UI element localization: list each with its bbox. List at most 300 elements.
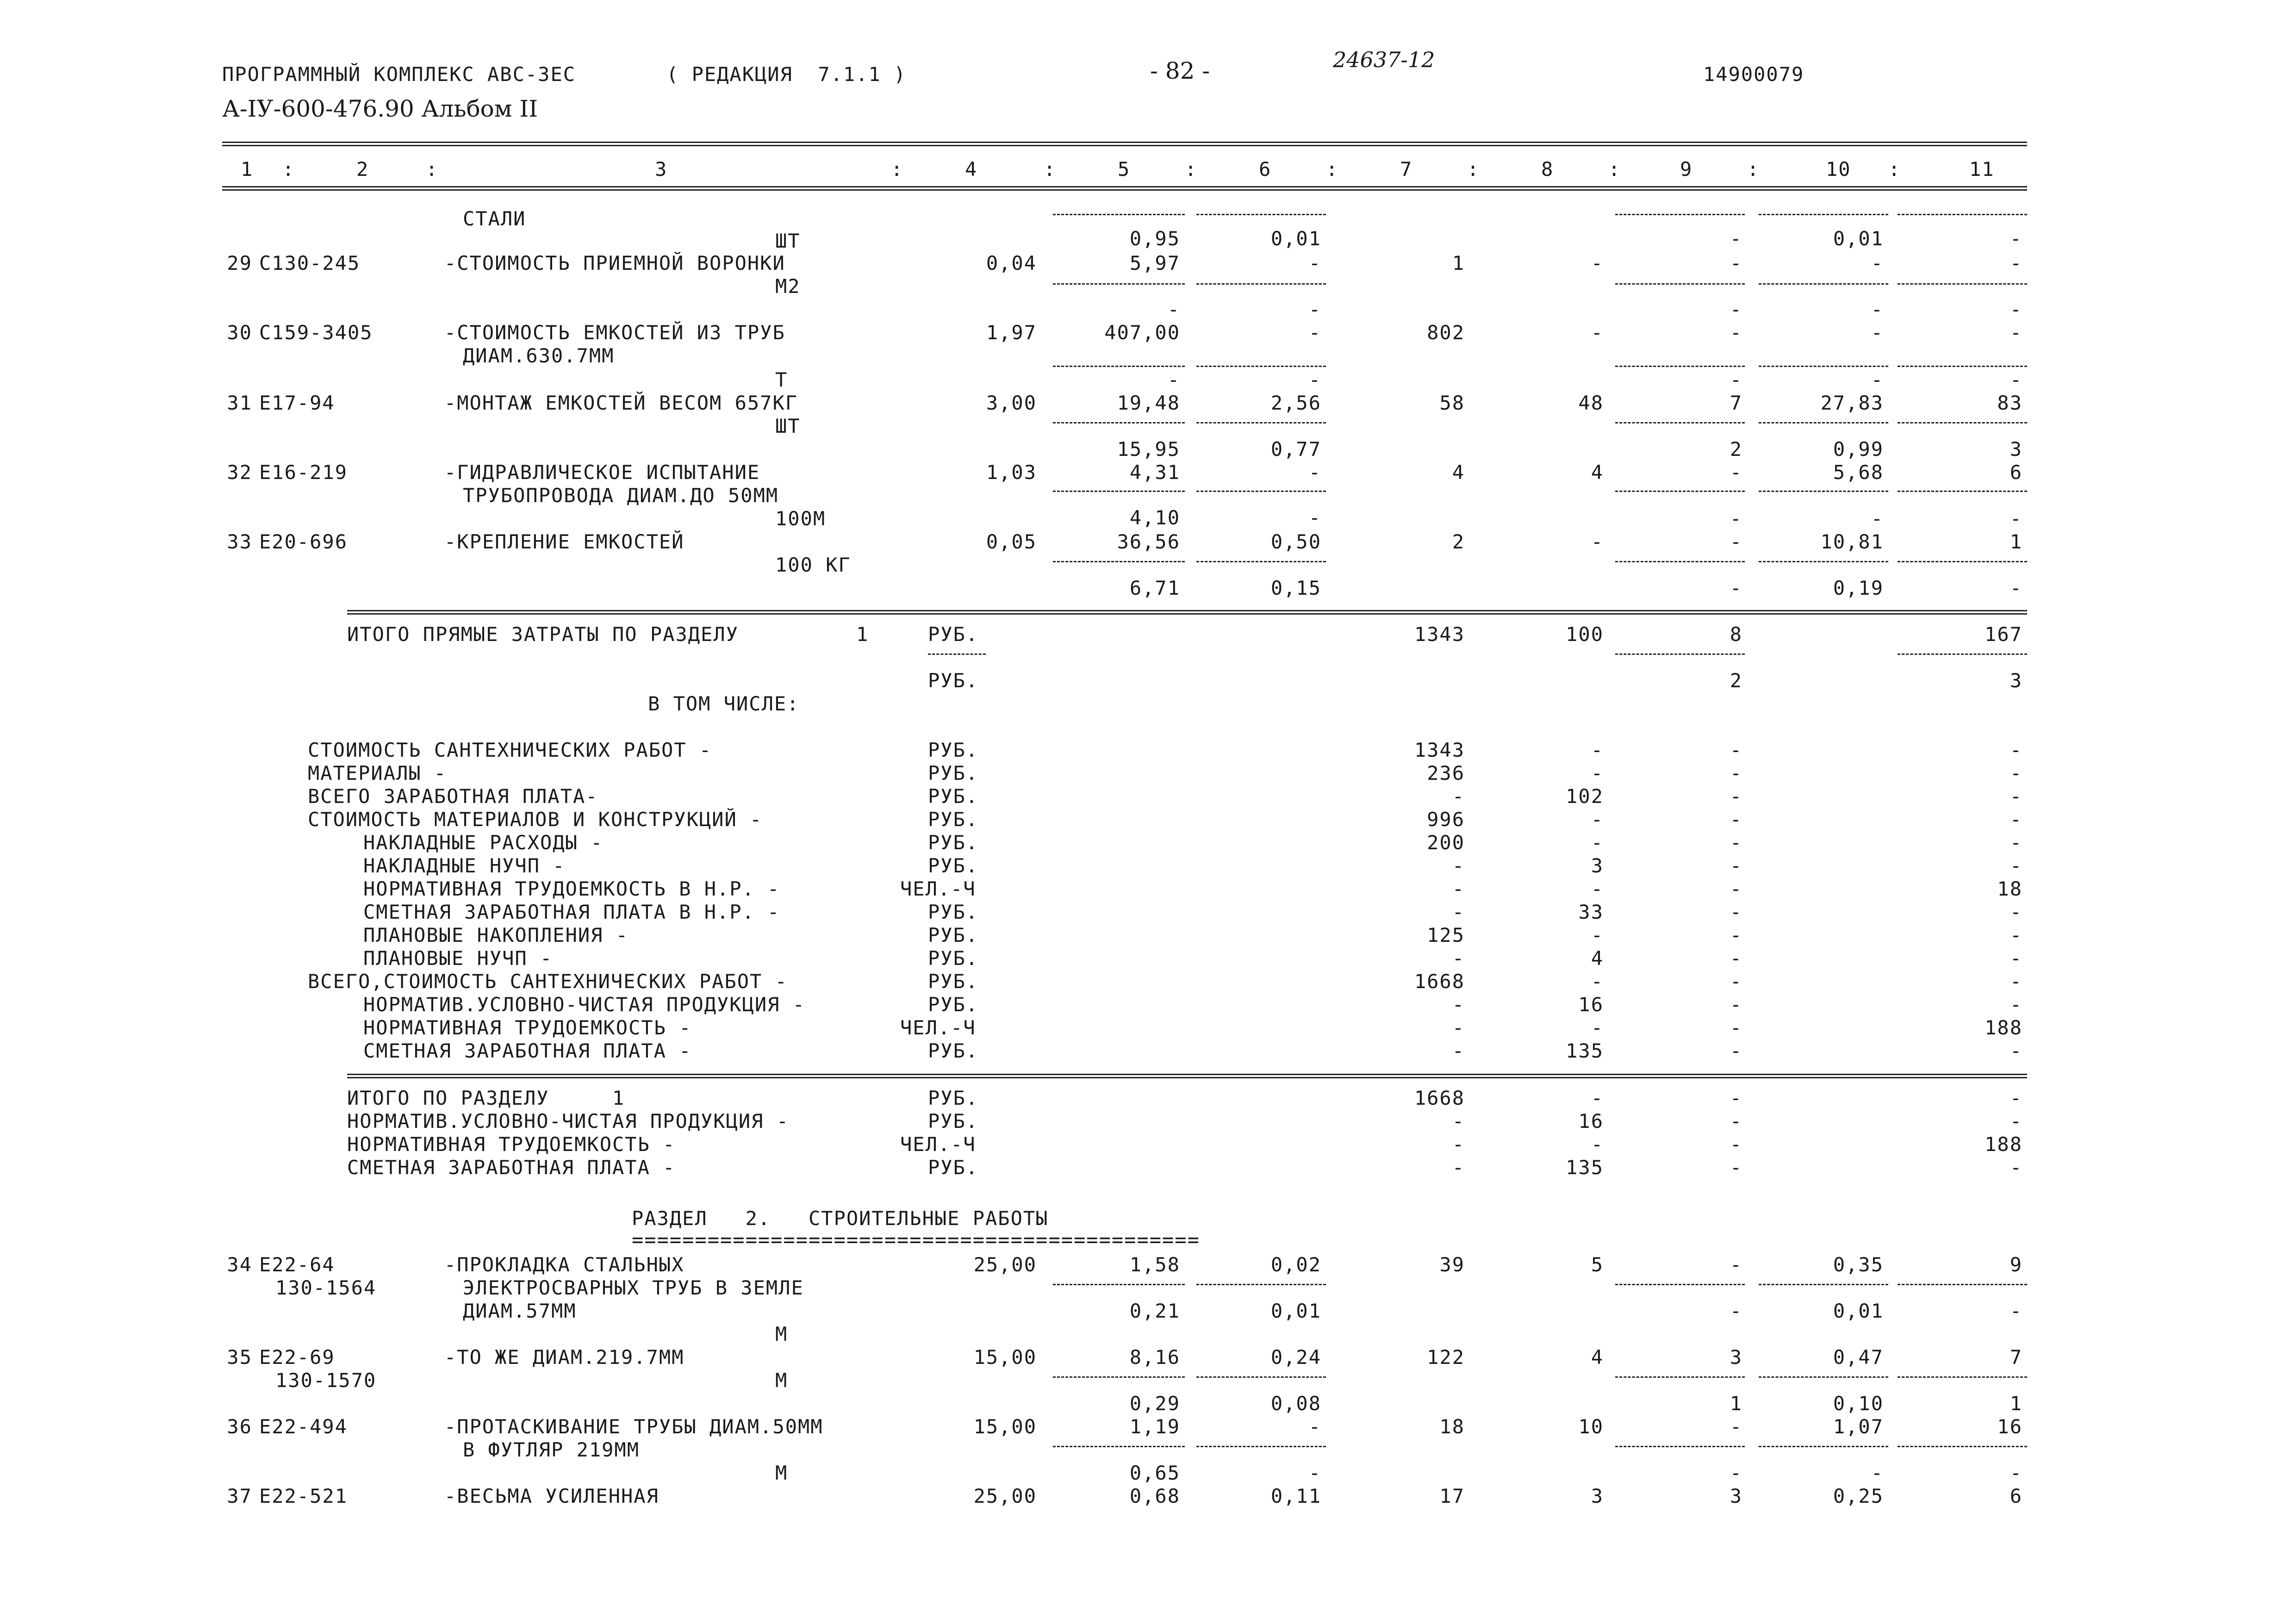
cell-rule [1615,491,1745,492]
breakdown-label: ПЛАНОВЫЕ НУЧП - [363,947,553,970]
breakdown-c8: - [1591,877,1604,900]
cell-c11: - [2010,321,2022,344]
cell-rule [1898,561,2027,562]
column-header: 8 [1541,158,1554,180]
breakdown-c11: - [2010,739,2022,761]
row-code: Е22-69 [259,1346,335,1369]
cell-c11: 83 [1997,392,2022,414]
row-code: Е22-64 [259,1253,335,1276]
program-title: ПРОГРАММНЫЙ КОМПЛЕКС АВС-3ЕС [222,63,576,86]
breakdown-c7: - [1452,901,1465,923]
column-header: 10 [1826,158,1851,180]
total-unit: РУБ. [928,669,979,692]
breakdown-label: СМЕТНАЯ ЗАРАБОТНАЯ ПЛАТА - [363,1039,692,1062]
breakdown-label: СТОИМОСТЬ МАТЕРИАЛОВ И КОНСТРУКЦИЙ - [308,808,763,831]
row-code: 130-1570 [275,1369,377,1392]
cell-rule [1759,1376,1888,1378]
breakdown-unit: РУБ. [928,854,979,877]
cell-c9: - [1730,321,1742,344]
column-header: 4 [965,158,978,180]
breakdown-c9: - [1730,901,1742,923]
cell-c11: 7 [2010,1346,2022,1369]
cell-c7: 4 [1452,461,1465,484]
breakdown-c9: - [1730,970,1742,993]
breakdown-c8: 4 [1591,947,1604,970]
breakdown-c7: 1668 [1414,970,1465,993]
breakdown-c9: - [1730,762,1742,784]
cell-sub-s11: 1 [2010,1392,2022,1415]
cell-c7: 802 [1427,321,1465,344]
section-underline: ============================================= [632,1228,1200,1251]
row-unit: ШТ [775,415,801,437]
row-unit: ШТ [775,230,801,252]
cell-sub-s9: - [1730,1462,1742,1484]
row-code: Е20-696 [259,530,348,553]
breakdown-c11: 18 [1997,877,2022,900]
row-number: 34 [227,1253,252,1276]
breakdown-c11: - [2010,970,2022,993]
breakdown-c9: - [1730,808,1742,831]
dash: - [2010,507,2022,530]
total-c9: 8 [1730,623,1742,646]
breakdown-c7: - [1452,1039,1465,1062]
cell-rule [1898,366,2027,367]
cell-sub-s10: 0,01 [1833,1300,1884,1322]
breakdown-c8: 102 [1566,785,1604,808]
summary-c8: 135 [1566,1156,1604,1179]
row-desc: -МОНТАЖ ЕМКОСТЕЙ ВЕСОМ 657КГ [444,392,798,414]
cell-rule [1196,1284,1326,1285]
row-number: 32 [227,461,252,484]
cell-c5: 19,48 [1117,392,1180,414]
total-c7: 1343 [1414,623,1465,646]
cell-c9: - [1730,530,1742,553]
cell-rule [1898,214,2027,215]
summary-c8: 16 [1578,1110,1604,1132]
dash: - [1730,298,1742,321]
cell-rule [1759,491,1888,492]
breakdown-label: НАКЛАДНЫЕ НУЧП - [363,854,566,877]
cell-rule [1196,1376,1326,1378]
cell-rule [1053,214,1185,215]
column-separator: : [1747,158,1760,180]
breakdown-label: ВСЕГО,СТОИМОСТЬ САНТЕХНИЧЕСКИХ РАБОТ - [308,970,788,993]
dash: - [1730,507,1742,530]
cell-c5: 5,97 [1129,252,1180,274]
summary-unit: ЧЕЛ.-Ч [900,1133,976,1156]
summary-unit: РУБ. [928,1156,979,1179]
breakdown-unit: РУБ. [928,924,979,946]
row-code: 130-1564 [275,1276,377,1299]
breakdown-c11: - [2010,831,2022,854]
breakdown-unit: ЧЕЛ.-Ч [900,877,976,900]
breakdown-unit: РУБ. [928,1039,979,1062]
dash: - [2010,298,2022,321]
cell-c8: 3 [1591,1485,1604,1507]
cell-c10: - [1871,321,1884,344]
cell-c6: 0,11 [1270,1485,1321,1507]
cell-rule [1053,491,1185,492]
cell-sub-s10: 0,10 [1833,1392,1884,1415]
dash: - [1871,368,1884,391]
cell-sub-s5: 0,21 [1129,1300,1180,1322]
row-desc: ДИАМ.630.7ММ [463,344,615,367]
breakdown-c9: - [1730,831,1742,854]
summary-c11: 188 [1985,1133,2022,1156]
column-separator: : [1888,158,1901,180]
breakdown-label: ПЛАНОВЫЕ НАКОПЛЕНИЯ - [363,924,629,946]
cell-qty: 25,00 [973,1253,1037,1276]
dash: - [2010,368,2022,391]
cell-c6: 0,01 [1270,227,1321,250]
cell-rule [1053,366,1185,367]
breakdown-c7: 236 [1427,762,1465,784]
cell-sub-s10: 0,19 [1833,577,1884,599]
row-number: 31 [227,392,252,414]
cell-qty: 15,00 [973,1346,1037,1369]
cell-c6: - [1308,252,1321,274]
row-unit: М [775,1369,788,1392]
summary-label: НОРМАТИВ.УСЛОВНО-ЧИСТАЯ ПРОДУКЦИЯ - [347,1110,790,1132]
summary-c9: - [1730,1133,1742,1156]
breakdown-c9: - [1730,877,1742,900]
cell-rule [1053,422,1185,423]
breakdown-c7: 200 [1427,831,1465,854]
cell-c8: - [1591,252,1604,274]
cell-c7: 1 [1452,252,1465,274]
cell-sub-s11: - [2010,577,2022,599]
cell-rule [1898,1284,2027,1285]
cell-rule [1898,283,2027,285]
breakdown-c8: 3 [1591,854,1604,877]
row-code: С159-3405 [259,321,373,344]
row-desc: ТРУБОПРОВОДА ДИАМ.ДО 50ММ [463,484,779,507]
summary-c11: - [2010,1087,2022,1109]
cell-c7: 17 [1439,1485,1465,1507]
cell-rule [1898,1446,2027,1447]
cell-c9: - [1730,1253,1742,1276]
cell-qty: 0,05 [986,530,1037,553]
summary-c8: - [1591,1133,1604,1156]
cell-rule [1898,653,2027,655]
cell-c8: - [1591,530,1604,553]
cell-c5: 0,68 [1129,1485,1180,1507]
cell-qty: 1,97 [986,321,1037,344]
cell-c10: 1,07 [1833,1415,1884,1438]
row-code: Е22-494 [259,1415,348,1438]
cell-rule [1615,561,1745,562]
cell-c10: 0,47 [1833,1346,1884,1369]
breakdown-c11: - [2010,901,2022,923]
row-unit: 100 КГ [775,554,851,576]
breakdown-c7: - [1452,877,1465,900]
cell-rule [1759,214,1888,215]
column-separator: : [1467,158,1480,180]
row-number: 30 [227,321,252,344]
cell-sub-s9: 1 [1730,1392,1742,1415]
cell-c7: 122 [1427,1346,1465,1369]
cell-c10: 0,25 [1833,1485,1884,1507]
cell-rule [1759,561,1888,562]
row-desc: СТАЛИ [463,207,526,230]
breakdown-unit: РУБ. [928,901,979,923]
cell-qty: 25,00 [973,1485,1037,1507]
total-c9: 2 [1730,669,1742,692]
row-desc: -КРЕПЛЕНИЕ ЕМКОСТЕЙ [444,530,684,553]
cell-c8: 5 [1591,1253,1604,1276]
summary-label: НОРМАТИВНАЯ ТРУДОЕМКОСТЬ - [347,1133,676,1156]
dash: - [1167,368,1180,391]
cell-rule [1196,561,1326,562]
row-desc: ДИАМ.57ММ [463,1300,577,1322]
column-header: 2 [356,158,369,180]
cell-rule [1759,1284,1888,1285]
total-unit: РУБ. [928,623,979,646]
column-separator: : [1185,158,1198,180]
cell-rule [1196,214,1326,215]
cell-rule [1615,653,1745,655]
cell-c11: 6 [2010,461,2022,484]
cell-sub-s5: 6,71 [1129,577,1180,599]
cell-c10: 0,01 [1833,227,1884,250]
summary-unit: РУБ. [928,1087,979,1109]
cell-rule [1615,1284,1745,1285]
breakdown-unit: РУБ. [928,970,979,993]
cell-c10: 0,35 [1833,1253,1884,1276]
column-header: 11 [1969,158,1995,180]
row-unit: М [775,1462,788,1484]
cell-c10: 10,81 [1820,530,1884,553]
cell-c9: - [1730,1415,1742,1438]
breakdown-c9: - [1730,739,1742,761]
row-desc: ЭЛЕКТРОСВАРНЫХ ТРУБ В ЗЕМЛЕ [463,1276,804,1299]
total-label: ИТОГО ПРЯМЫЕ ЗАТРАТЫ ПО РАЗДЕЛУ [347,623,739,646]
header-bottom-rule [222,186,2027,191]
total-rule [347,610,2027,615]
row-number: 36 [227,1415,252,1438]
breakdown-c11: - [2010,762,2022,784]
row-number: 29 [227,252,252,274]
dash: - [1308,368,1321,391]
cell-rule [1615,1446,1745,1447]
column-header: 1 [241,158,254,180]
cell-sub-s6: - [1308,506,1321,529]
cell-c10: 27,83 [1820,392,1884,414]
cell-c6: 0,50 [1270,530,1321,553]
cell-c6: - [1308,321,1321,344]
summary-label: СМЕТНАЯ ЗАРАБОТНАЯ ПЛАТА - [347,1156,676,1179]
breakdown-c11: - [2010,1039,2022,1062]
cell-sub-s9: 2 [1730,438,1742,460]
row-code: Е17-94 [259,392,335,414]
cell-rule [1053,1284,1185,1285]
breakdown-c7: 996 [1427,808,1465,831]
breakdown-label: НОРМАТИВНАЯ ТРУДОЕМКОСТЬ - [363,1016,692,1039]
breakdown-c8: - [1591,808,1604,831]
breakdown-c9: - [1730,1039,1742,1062]
cell-c9: - [1730,252,1742,274]
breakdown-c8: - [1591,970,1604,993]
cell-rule [1898,422,2027,423]
cell-rule [1615,366,1745,367]
cell-c8: 48 [1578,392,1604,414]
cell-sub-s6: - [1308,1462,1321,1484]
column-header: 5 [1118,158,1131,180]
document-number: 14900079 [1703,63,1804,86]
breakdown-unit: РУБ. [928,739,979,761]
cell-rule [1615,1376,1745,1378]
column-header: 9 [1680,158,1693,180]
breakdown-unit: РУБ. [928,808,979,831]
breakdown-c9: - [1730,1016,1742,1039]
breakdown-label: НОРМАТИВ.УСЛОВНО-ЧИСТАЯ ПРОДУКЦИЯ - [363,993,806,1016]
cell-rule [1759,1446,1888,1447]
summary-c11: - [2010,1156,2022,1179]
row-number: 33 [227,530,252,553]
dash: - [1730,368,1742,391]
summary-c7: - [1452,1156,1465,1179]
breakdown-c8: - [1591,1016,1604,1039]
summary-c9: - [1730,1087,1742,1109]
cell-c5: 0,95 [1129,227,1180,250]
row-desc: -СТОИМОСТЬ ЕМКОСТЕЙ ИЗ ТРУБ [444,321,785,344]
total-c11: 167 [1985,623,2022,646]
row-desc: В ФУТЛЯР 219ММ [463,1438,640,1461]
breakdown-label: СТОИМОСТЬ САНТЕХНИЧЕСКИХ РАБОТ - [308,739,712,761]
breakdown-label: МАТЕРИАЛЫ - [308,762,447,784]
cell-c7: 39 [1439,1253,1465,1276]
breakdown-c11: - [2010,993,2022,1016]
row-desc: -ВЕСЬМА УСИЛЕННАЯ [444,1485,659,1507]
breakdown-label: СМЕТНАЯ ЗАРАБОТНАЯ ПЛАТА В Н.Р. - [363,901,780,923]
cell-rule [1615,214,1745,215]
cell-c11: 6 [2010,1485,2022,1507]
cell-sub-s6: 0,08 [1270,1392,1321,1415]
cell-c7: 2 [1452,530,1465,553]
breakdown-c11: - [2010,785,2022,808]
row-desc: -СТОИМОСТЬ ПРИЕМНОЙ ВОРОНКИ [444,252,785,274]
breakdown-c7: - [1452,1016,1465,1039]
row-unit: 100М [775,507,826,530]
summary-c9: - [1730,1156,1742,1179]
total-section-no: 1 [856,623,869,646]
cell-rule [928,653,986,655]
cell-rule [1759,366,1888,367]
cell-sub-s6: 0,15 [1270,577,1321,599]
column-separator: : [1326,158,1339,180]
cell-qty: 0,04 [986,252,1037,274]
breakdown-c8: - [1591,831,1604,854]
cell-c11: 16 [1997,1415,2022,1438]
cell-qty: 15,00 [973,1415,1037,1438]
cell-c6: - [1308,461,1321,484]
column-separator: : [1608,158,1621,180]
cell-c10: - [1871,252,1884,274]
cell-c11: - [2010,252,2022,274]
summary-label: ИТОГО ПО РАЗДЕЛУ 1 [347,1087,625,1109]
column-separator: : [426,158,439,180]
cell-qty: 1,03 [986,461,1037,484]
cell-rule [1898,1376,2027,1378]
breakdown-c7: 125 [1427,924,1465,946]
edition: ( РЕДАКЦИЯ 7.1.1 ) [666,63,907,86]
breakdown-c7: - [1452,993,1465,1016]
cell-c5: 407,00 [1104,321,1180,344]
cell-c6: 0,24 [1270,1346,1321,1369]
cell-sub-s5: 0,65 [1129,1462,1180,1484]
cell-c8: 10 [1578,1415,1604,1438]
row-number: 35 [227,1346,252,1369]
including-label: В ТОМ ЧИСЛЕ: [648,692,800,715]
cell-rule [1196,491,1326,492]
breakdown-unit: РУБ. [928,762,979,784]
row-unit: Т [775,368,788,391]
cell-rule [1759,283,1888,285]
section-title: РАЗДЕЛ 2. СТРОИТЕЛЬНЫЕ РАБОТЫ [632,1207,1049,1230]
total-c11: 3 [2010,669,2022,692]
breakdown-c8: 33 [1578,901,1604,923]
cell-c11: - [2010,227,2022,250]
cell-c8: - [1591,321,1604,344]
breakdown-unit: РУБ. [928,993,979,1016]
cell-rule [1898,491,2027,492]
cell-rule [1196,366,1326,367]
dash: - [1871,507,1884,530]
cell-c5: 1,19 [1129,1415,1180,1438]
column-header: 7 [1400,158,1413,180]
cell-sub-s5: 4,10 [1129,506,1180,529]
cell-rule [1759,422,1888,423]
breakdown-c8: - [1591,739,1604,761]
breakdown-c11: - [2010,854,2022,877]
cell-c9: - [1730,461,1742,484]
breakdown-unit: РУБ. [928,947,979,970]
breakdown-c9: - [1730,993,1742,1016]
summary-c11: - [2010,1110,2022,1132]
cell-c5: 8,16 [1129,1346,1180,1369]
breakdown-c9: - [1730,947,1742,970]
cell-c8: 4 [1591,461,1604,484]
cell-c5: 4,31 [1129,461,1180,484]
dash: - [1167,298,1180,321]
cell-sub-s5: 0,29 [1129,1392,1180,1415]
cell-c6: - [1308,1415,1321,1438]
breakdown-label: НАКЛАДНЫЕ РАСХОДЫ - [363,831,604,854]
cell-c8: 4 [1591,1346,1604,1369]
table-top-rule [222,142,2027,146]
breakdown-c11: 188 [1985,1016,2022,1039]
row-desc: -ГИДРАВЛИЧЕСКОЕ ИСПЫТАНИЕ [444,461,760,484]
cell-c11: 9 [2010,1253,2022,1276]
column-header: 3 [655,158,668,180]
summary-c9: - [1730,1110,1742,1132]
row-desc: -ПРОТАСКИВАНИЕ ТРУБЫ ДИАМ.50ММ [444,1415,823,1438]
cell-c11: 1 [2010,530,2022,553]
cell-sub-s11: - [2010,1300,2022,1322]
cell-c7: 58 [1439,392,1465,414]
breakdown-c11: - [2010,947,2022,970]
row-desc: -ТО ЖЕ ДИАМ.219.7ММ [444,1346,684,1369]
breakdown-unit: РУБ. [928,785,979,808]
cell-rule [1196,422,1326,423]
cell-c5: 1,58 [1129,1253,1180,1276]
page-number: - 82 - [1150,57,1210,84]
breakdown-c9: - [1730,854,1742,877]
handwritten-note: 24637-12 [1333,47,1435,72]
row-unit: М2 [775,275,801,298]
cell-rule [1053,283,1185,285]
breakdown-label: ВСЕГО ЗАРАБОТНАЯ ПЛАТА- [308,785,598,808]
